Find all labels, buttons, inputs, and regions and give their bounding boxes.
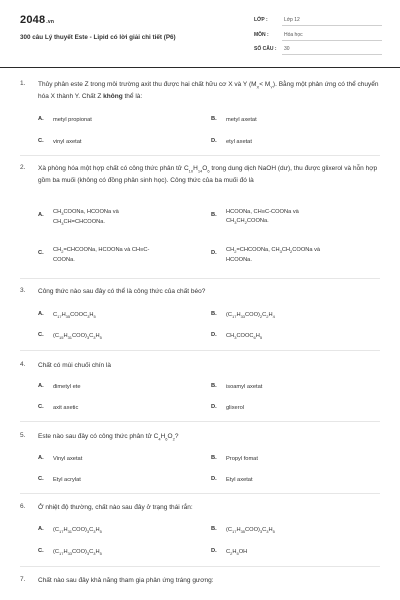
question-number: 5. (20, 432, 26, 439)
option-label: D. (211, 332, 217, 338)
meta-class-label: LỚP : (254, 17, 268, 23)
question-text: Chất có mùi chuối chín là (38, 362, 111, 369)
option-text: HCOONa, CH≡C-COONa và $CH_3CH_2COONa$. (226, 209, 299, 226)
option-label: C. (38, 332, 44, 338)
option-label: A. (38, 383, 44, 389)
option-text: axit axetic (53, 405, 79, 411)
option-text: Etyl axetat (226, 477, 253, 483)
option-text: metyl propionat (53, 117, 92, 123)
option-label: A. (38, 455, 44, 461)
question-text: Công thức nào sau đây có thể là công thức của chất béo? (38, 288, 206, 295)
option-text: vinyl axetat (53, 139, 82, 145)
option-label: B. (211, 455, 217, 461)
option-text: glixerol (226, 405, 245, 411)
meta-count-label: SỐ CÂU : (254, 46, 277, 52)
option-label: B. (211, 311, 217, 317)
question-number: 4. (20, 361, 26, 368)
option-label: A. (38, 116, 44, 122)
meta-subject-label: MÔN : (254, 32, 269, 38)
question-divider (20, 493, 380, 494)
option-text: Vinyl axetat (53, 456, 83, 462)
document-title: 300 câu Lý thuyết Este - Lipid có lời giải chi tiết (P6) (20, 34, 176, 41)
option-text: metyl axetat (226, 117, 257, 123)
option-text: $(C_{17}H_{33}COO)_2C_2H_4$ (226, 312, 275, 320)
meta-class (254, 17, 382, 27)
question-number: 7. (20, 576, 26, 583)
option-text: $(C_{17}H_{33}COO)_3C_3H_5$ (53, 549, 102, 557)
option-label: C. (38, 404, 44, 410)
logo-suffix: .vn (46, 19, 55, 25)
question-number: 3. (20, 287, 26, 294)
logo-main: 2048 (20, 14, 46, 26)
option-text: $CH_3COOC_6H_5$ (226, 333, 263, 341)
meta-divider (282, 54, 382, 55)
question-text: Chất nào sau đây khả năng tham gia phản ứng tráng gương: (38, 577, 214, 584)
question-divider (20, 566, 380, 567)
option-text: $C_{17}H_{35}COOC_3H_5$ (53, 312, 96, 320)
option-label: D. (211, 404, 217, 410)
option-text: $C_2H_5OH$ (226, 549, 248, 557)
question-number: 1. (20, 80, 26, 87)
option-label: C. (38, 138, 44, 144)
site-logo[interactable] (20, 14, 54, 26)
option-label: C. (38, 476, 44, 482)
question-number: 6. (20, 503, 26, 510)
question-text: Ở nhiệt độ thường, chất nào sau đây ở trạng thái rắn: (38, 504, 193, 511)
meta-subject-value: Hóa học (284, 32, 303, 38)
option-text: $(C_{15}H_{31}COO)_3C_3H_5$ (53, 333, 102, 341)
option-label: A. (38, 212, 44, 218)
option-text: $(C_{17}H_{35}COO)_3C_3H_5$ (226, 527, 275, 535)
option-text: etyl axetat (226, 139, 252, 145)
option-label: B. (211, 526, 217, 532)
option-text: đimetyl ete (53, 384, 81, 390)
option-text: $CH_3COONa$, HCOONa và $CH_3CH=CHCOONa$. (53, 209, 119, 227)
option-text: isoamyl axetat (226, 384, 263, 390)
question-text: Thủy phân este Z trong môi trường axit thu được hai chất hữu cơ X và Y $(M_X< M_Y)$. Bằng một phản ứng có thể chuyển hóa X thành Y. Chất Z không thể là: (38, 81, 379, 101)
option-label: D. (211, 548, 217, 554)
option-label: B. (211, 212, 217, 218)
meta-count-value: 30 (284, 46, 290, 52)
meta-class-value: Lớp 12 (284, 17, 300, 23)
meta-divider (282, 40, 382, 41)
document-header (0, 0, 400, 66)
option-label: D. (211, 250, 217, 256)
option-label: A. (38, 526, 44, 532)
question-number: 2. (20, 164, 26, 171)
option-label: C. (38, 250, 44, 256)
question-divider (20, 155, 380, 156)
option-label: B. (211, 116, 217, 122)
option-text: Etyl acrylat (53, 477, 81, 483)
meta-subject (254, 32, 382, 42)
option-label: D. (211, 476, 217, 482)
question-divider (20, 350, 380, 351)
option-label: C. (38, 548, 44, 554)
meta-divider (282, 25, 382, 26)
header-divider (0, 67, 400, 68)
option-text: $(C_{17}H_{31}COO)_3C_3H_5$ (53, 527, 102, 535)
option-label: D. (211, 138, 217, 144)
question-divider (20, 421, 380, 422)
meta-count (254, 46, 382, 56)
question-divider (20, 278, 380, 279)
option-text: $CH_2=CHCOONa$, $CH_3CH_2COONa$ và HCOONa. (226, 247, 321, 264)
option-text: Propyl fomat (226, 456, 258, 462)
option-label: B. (211, 383, 217, 389)
option-label: A. (38, 311, 44, 317)
option-text: $CH_2=CHCOONa$, HCOONa và CH≡C- COONa. (53, 247, 150, 264)
question-text: Xà phòng hóa một hợp chất có công thức phân tử $C_{10}H_{14}O_6$ trong dung dịch NaOH (dư), thu được glixerol và hỗn hợp gồm ba muối (không có đồng phân sinh học). Công thức của ba muối đó là (38, 165, 378, 185)
question-text: Este nào sau đây có công thức phân tử $C_4H_6O_2$? (38, 433, 179, 442)
